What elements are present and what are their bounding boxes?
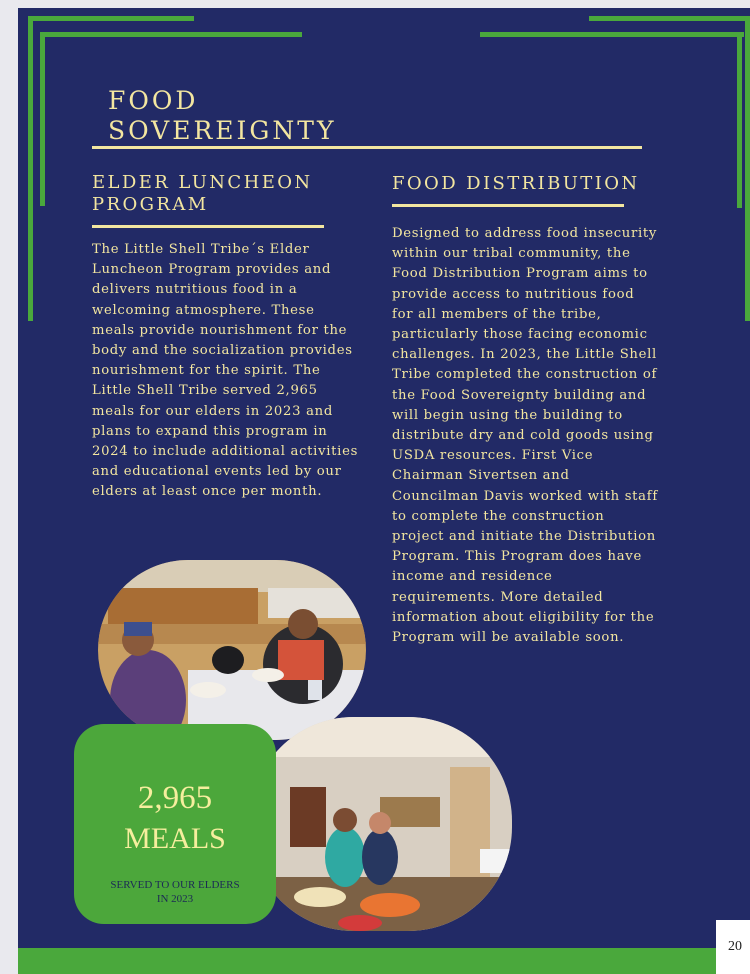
report-page bbox=[18, 8, 750, 974]
elder-heading-underline bbox=[92, 225, 324, 228]
elder-program-heading bbox=[92, 172, 313, 216]
meals-stat-card bbox=[74, 724, 276, 924]
title-line: SOVEREIGNTY bbox=[108, 116, 337, 145]
title-underline bbox=[92, 146, 642, 149]
green-frame-bar bbox=[480, 32, 744, 37]
meals-count: 2,965 bbox=[137, 780, 213, 816]
green-frame-bar bbox=[745, 16, 750, 321]
food-distribution-text: Designed to address food insecurity within our tribal community, the Food Distribution Program aims to provide access to nutritious food for all members of the tribe, particularly those facing economic challenges. In 2023, the Little Shell Tribe completed the construction of the Food Sovereignty building and will begin using the building to distribute dry and cold goods using USDA resources. First Vice Chairman Sivertsen and Councilman Davis worked with staff to complete the construction project and initiate the Distribution Program. This Program does have income and residence requirements. More detailed information about eligibility for the Program will be available soon. bbox=[392, 226, 658, 646]
green-frame-bar bbox=[737, 32, 742, 208]
food-distribution-heading: FOOD DISTRIBUTION bbox=[392, 173, 640, 194]
kitchen-staff-photo bbox=[250, 717, 512, 931]
heading-line: ELDER LUNCHEON bbox=[92, 172, 313, 193]
green-frame-bar bbox=[28, 16, 33, 321]
meals-unit: MEALS bbox=[124, 822, 226, 855]
elder-luncheon-photo bbox=[98, 560, 366, 740]
green-frame-bar bbox=[40, 32, 45, 206]
heading-line: PROGRAM bbox=[92, 194, 209, 215]
footer-green-band bbox=[18, 948, 750, 974]
page-title bbox=[108, 86, 336, 146]
green-frame-bar bbox=[589, 16, 750, 21]
meals-caption: SERVED TO OUR ELDERS IN 2023 bbox=[110, 879, 240, 905]
page-number: 20 bbox=[716, 920, 750, 974]
title-line: FOOD bbox=[108, 86, 199, 115]
elder-program-text: The Little Shell Tribe´s Elder Luncheon Program provides and delivers nutritious food in a welcoming atmosphere. These meals provide nourishment for the body and the socialization provides nourishment for the spirit. The Little Shell Tribe served 2,965 meals for our elders in 2023 and plans to expand this program in 2024 to include additional activities and educational events led by our elders at least once per month. bbox=[92, 242, 359, 500]
green-frame-bar bbox=[28, 16, 194, 21]
green-frame-bar bbox=[40, 32, 302, 37]
distribution-heading-underline bbox=[392, 204, 624, 207]
